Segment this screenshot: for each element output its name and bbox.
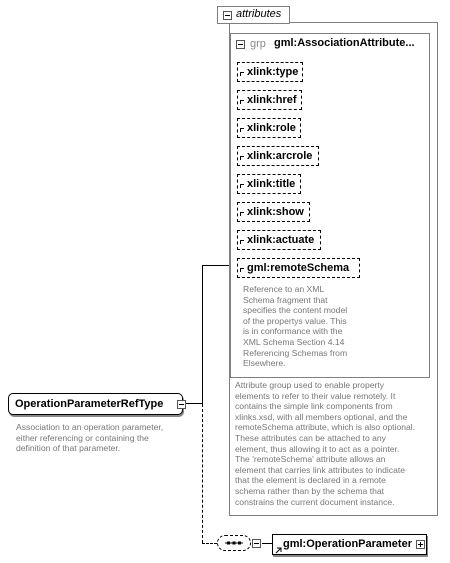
attribute-label: gml:remoteSchema (247, 262, 350, 274)
attribute-group-documentation: Attribute group used to enable property elements to refer to their value remotely. It contains the simple link components from xlinks.xsd, with all members optional, and the remoteSchema attribute, which is also optional. These attributes can be attached to any element, thus allowing it to act as a pointer. The 'remoteSchema' attribute allows an element that carries link attributes to indicate that the element is declared in a remote schema rather than by the schema that constrains the current document instance. (235, 380, 416, 507)
attribute-xlink-actuate[interactable] (237, 230, 321, 250)
attribute-xlink-type[interactable] (237, 62, 303, 82)
reference-arrow-icon (275, 546, 283, 554)
connector-sequence-to-element (262, 543, 272, 544)
main-element[interactable] (8, 393, 183, 415)
attribute-xlink-href[interactable] (237, 90, 302, 110)
sequence-compositor[interactable] (217, 535, 251, 551)
attribute-label: xlink:show (247, 206, 304, 218)
group-keyword: grp (250, 38, 266, 50)
attribute-xlink-title[interactable] (237, 174, 301, 194)
main-element-documentation: Association to an operation parameter, either referencing or containing the definition of that parameter. (16, 422, 164, 454)
collapse-sequence-icon[interactable] (252, 539, 261, 548)
attribute-xlink-arcrole[interactable] (237, 146, 319, 166)
attribute-label: xlink:title (247, 178, 296, 190)
attributes-label: attributes (236, 8, 282, 20)
child-element-name: gml:OperationParameter (283, 538, 412, 550)
connector-to-sequence (202, 543, 217, 544)
attribute-gml-remoteSchema[interactable] (237, 258, 360, 278)
sequence-icon (218, 536, 250, 550)
collapse-attributes-icon[interactable] (223, 11, 232, 20)
attribute-label: xlink:type (247, 66, 299, 78)
attribute-xlink-role[interactable] (237, 118, 301, 138)
child-element[interactable] (272, 534, 427, 555)
collapse-group-icon[interactable] (236, 40, 245, 49)
attribute-label: xlink:arcrole (247, 150, 313, 162)
connector-to-attributes (202, 265, 229, 266)
attribute-label: xlink:href (247, 94, 297, 106)
connector-vertical-down (202, 404, 203, 543)
attribute-xlink-show[interactable] (237, 202, 310, 222)
expand-child-element-icon[interactable] (416, 540, 425, 549)
remote-schema-documentation: Reference to an XML Schema fragment that specifies the content model of the propertys value. This is in conformance with the XML Schema Section 4.14 Referencing Schemas from Elsewhere. (243, 284, 348, 369)
collapse-main-element-icon[interactable] (177, 400, 186, 409)
attribute-label: xlink:actuate (247, 234, 315, 246)
group-name: gml:AssociationAttribute... (274, 37, 415, 49)
main-element-name: OperationParameterRefType (15, 398, 164, 410)
connector-vertical-up (202, 265, 203, 404)
attributes-tab[interactable] (217, 6, 290, 24)
attribute-label: xlink:role (247, 122, 296, 134)
